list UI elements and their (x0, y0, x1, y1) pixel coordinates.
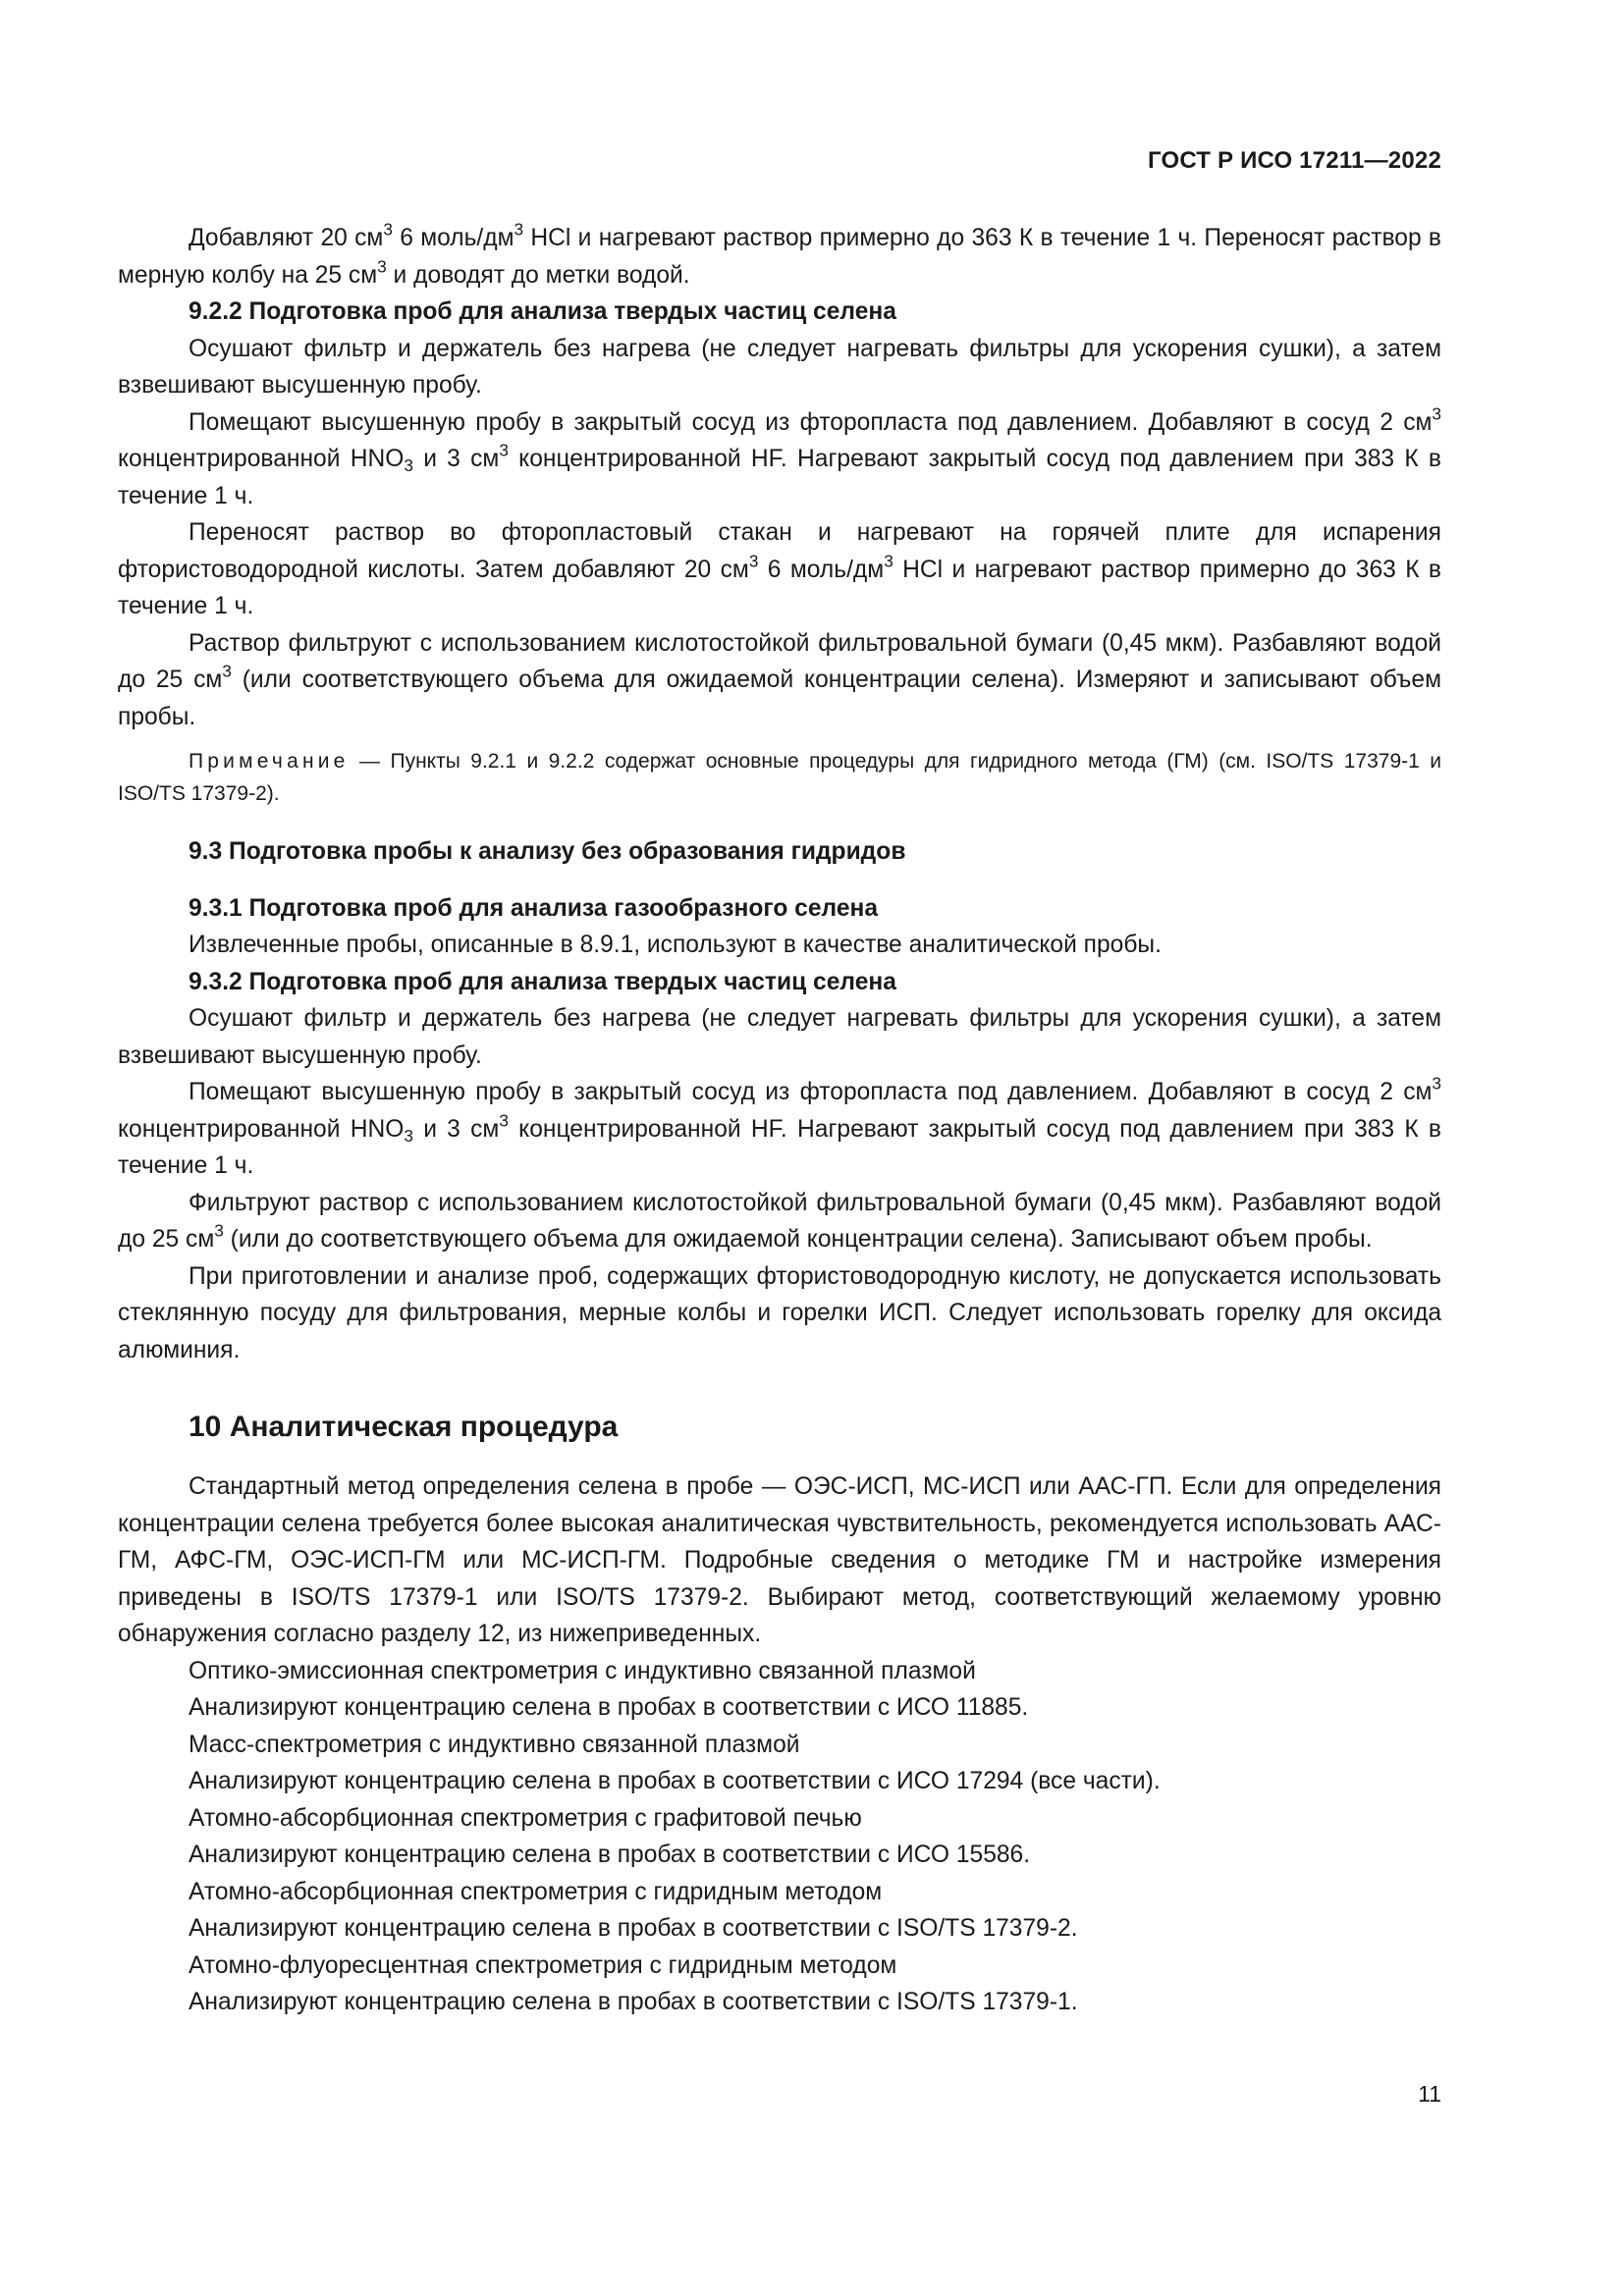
paragraph-10-intro: Стандартный метод определения селена в пробе — ОЭС-ИСП, МС-ИСП или ААС-ГП. Если для определения концентрации селена требуется более высокая аналитическая чувствительность, рекомендуется использовать ААС-ГМ, АФС-ГМ, ОЭС-ИСП-ГМ или МС-ИСП-ГМ. Подробные сведения о методике ГМ и настройке измерения приведены в ISO/TS 17379-1 или ISO/TS 17379-2. Выбирают метод, соответствующий желаемому уровню обнаружения согласно разделу 12, из нижеприведенных. (118, 1473, 1441, 1647)
method-line: Анализируют концентрацию селена в пробах в соответствии с ИСО 15586. (189, 1842, 1031, 1868)
method-line: Оптико-эмиссионная спектрометрия с индуктивно связанной плазмой (189, 1657, 976, 1684)
document-header: ГОСТ Р ИСО 17211—2022 (1147, 147, 1441, 174)
note-label: Примечание (189, 750, 350, 773)
paragraph-9-3-1: Извлеченные пробы, описанные в 8.9.1, используют в качестве аналитической пробы. (189, 932, 1162, 958)
method-line: Анализируют концентрацию селена в пробах в соответствии с ИСО 17294 (все части). (189, 1768, 1161, 1794)
note: Примечание — Пункты 9.2.1 и 9.2.2 содержат основные процедуры для гидридного метода (ГМ) (см. ISO/TS 17379-1 и ISO/TS 17379-2). (118, 750, 1441, 805)
page-number: 11 (1418, 2081, 1441, 2107)
paragraph-9-2-2-digestion: Помещают высушенную пробу в закрытый сосуд из фторопласта под давлением. Добавляют в сосуд 2 $см^3$ концентрированной $HNO_3$ и 3 $см^3$ концентрированной HF. Нагревают закрытый сосуд под давлением при 383 К в течение 1 ч. (118, 403, 1441, 509)
paragraph-9-2-2-filtration: Раствор фильтруют с использованием кислотостойкой фильтровальной бумаги (0,45 мкм). Разбавляют водой до 25 $см^3$ (или соответствующего объема для ожидаемой концентрации селена). Измеряют и записывают объем пробы. (118, 629, 1442, 730)
heading-section-10: 10 Аналитическая процедура (189, 1411, 619, 1443)
paragraph-continuation: Добавляют 20 $см^3$ 6 моль/$дм^3$ HCl и нагревают раствор примерно до 363 К в течение 1 ч. Переносят раствор в мерную колбу на 25 $см^3$ и доводят до метки водой. (118, 219, 1441, 289)
paragraph-9-3-2-drying: Осушают фильтр и держатель без нагрева (не следует нагревать фильтры для ускорения сушки), а затем взвешивают высушенную пробу. (118, 1005, 1441, 1069)
page-body (118, 220, 1441, 2021)
paragraph-9-3-2-digestion: Помещают высушенную пробу в закрытый сосуд из фторопласта под давлением. Добавляют в сосуд 2 $см^3$ концентрированной $HNO_3$ и 3 $см^3$ концентрированной HF. Нагревают закрытый сосуд под давлением при 383 К в течение 1 ч. (118, 1073, 1441, 1179)
paragraph-9-2-2-evaporation: Переносят раствор во фторопластовый стакан и нагревают на горячей плите для испарения фтористоводородной кислоты. Затем добавляют 20 $см^3$ 6 моль/$дм^3$ HCl и нагревают раствор примерно до 363 К в течение 1 ч. (118, 519, 1441, 619)
method-line: Атомно-флуоресцентная спектрометрия с гидридным методом (189, 1951, 897, 1979)
heading-9-3-1: 9.3.1 Подготовка проб для анализа газообразного селена (189, 894, 879, 922)
method-line: Атомно-абсорбционная спектрометрия с графитовой печью (189, 1804, 862, 1832)
paragraph-9-2-2-drying: Осушают фильтр и держатель без нагрева (не следует нагревать фильтры для ускорения сушки), а затем взвешивают высушенную пробу. (118, 335, 1441, 399)
method-line: Анализируют концентрацию селена в пробах в соответствии с ISO/TS 17379-1. (189, 1989, 1078, 2015)
method-line: Масс-спектрометрия с индуктивно связанной плазмой (189, 1731, 800, 1758)
paragraph-9-3-2-filtration: Фильтруют раствор с использованием кислотостойкой фильтровальной бумаги (0,45 мкм). Разбавляют водой до 25 $см^3$ (или до соответствующего объема для ожидаемой концентрации селена). Записывают объем пробы. (118, 1189, 1441, 1253)
method-line: Анализируют концентрацию селена в пробах в соответствии с ISO/TS 17379-2. (189, 1915, 1078, 1942)
method-line: Анализируют концентрацию селена в пробах в соответствии с ИСО 11885. (189, 1694, 1029, 1721)
heading-9-2-2: 9.2.2 Подготовка проб для анализа твердых частиц селена (189, 298, 896, 325)
heading-9-3-2: 9.3.2 Подготовка проб для анализа твердых частиц селена (189, 968, 896, 995)
method-line: Атомно-абсорбционная спектрометрия с гидридным методом (189, 1878, 883, 1905)
paragraph-9-3-2-warning: При приготовлении и анализе проб, содержащих фтористоводородную кислоту, не допускается использовать стеклянную посуду для фильтрования, мерные колбы и горелки ИСП. Следует использовать горелку для оксида алюминия. (118, 1262, 1441, 1363)
heading-9-3: 9.3 Подготовка пробы к анализу без образования гидридов (189, 838, 906, 865)
